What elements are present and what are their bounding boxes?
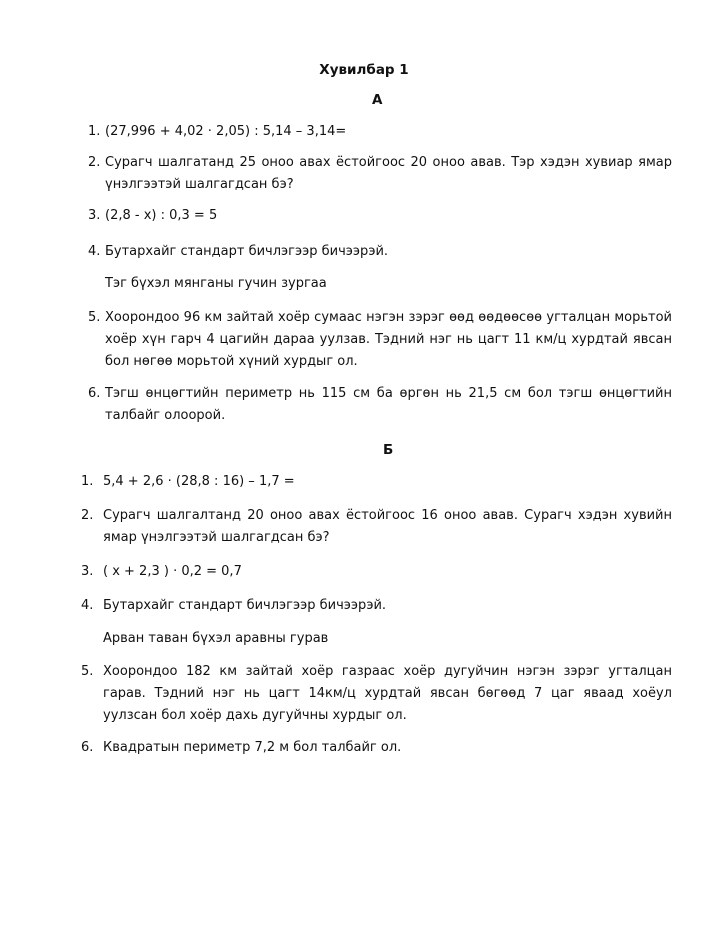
item-number: 5. — [81, 664, 94, 679]
section-b-item-5 — [81, 661, 672, 727]
section-a-heading: А — [372, 92, 383, 108]
section-a-item-6 — [88, 383, 672, 427]
item-text: (27,996 + 4,02 · 2,05) : 5,14 – 3,14= — [105, 124, 347, 139]
item-text: Арван таван бүхэл аравны гурав — [103, 631, 329, 646]
section-b-heading: Б — [383, 442, 394, 458]
section-a-item-4 — [88, 241, 672, 263]
section-b-item-4-fraction — [103, 628, 672, 650]
item-text: Хоорондоо 182 км зайтай хоёр газраас хоёр дугуйчин нэгэн зэрэг угталцан гарав. Тэдний нэг нь цагт 14км/ц хурдтай явсан бөгөөд 7 цаг яваад хоёул уулзсан бол хоёр дахь дугуйчны хурдыг ол. — [103, 664, 672, 723]
item-text: Бутархайг стандарт бичлэгээр бичээрэй. — [105, 244, 389, 259]
item-number: 1. — [81, 474, 94, 489]
item-number: 3. — [81, 564, 94, 579]
item-text: 5,4 + 2,6 · (28,8 : 16) – 1,7 = — [103, 474, 295, 489]
item-text: Квадратын периметр 7,2 м бол талбайг ол. — [103, 740, 402, 755]
section-a-item-3 — [88, 205, 672, 227]
item-number: 2. — [88, 155, 101, 170]
item-number: 4. — [88, 244, 101, 259]
item-number: 1. — [88, 124, 101, 139]
section-a-item-4-fraction — [105, 273, 672, 295]
item-number: 6. — [88, 386, 101, 401]
section-b-item-1 — [81, 471, 672, 493]
section-b-item-2 — [81, 505, 672, 549]
item-text: Тэг бүхэл мянганы гучин зургаа — [105, 276, 327, 291]
item-number: 6. — [81, 740, 94, 755]
section-a-item-1 — [88, 121, 672, 143]
item-number: 2. — [81, 508, 94, 523]
item-text: (2,8 - х) : 0,3 = 5 — [105, 208, 218, 223]
section-b-item-3 — [81, 561, 672, 583]
item-text: Сурагч шалгатанд 25 оноо авах ёстойгоос 20 оноо авав. Тэр хэдэн хувиар ямар үнэлгээтэй шалгагдсан бэ? — [105, 155, 672, 192]
item-number: 4. — [81, 598, 94, 613]
item-text: ( х + 2,3 ) · 0,2 = 0,7 — [103, 564, 242, 579]
section-a-item-2 — [88, 152, 672, 196]
section-b-item-4 — [81, 595, 672, 617]
item-number: 3. — [88, 208, 101, 223]
document-title: Хувилбар 1 — [319, 62, 409, 78]
item-text: Тэгш өнцөгтийн периметр нь 115 см ба өргөн нь 21,5 см бол тэгш өнцөгтийн талбайг олоорой. — [105, 386, 672, 423]
section-b-item-6 — [81, 737, 672, 759]
item-text: Сурагч шалгалтанд 20 оноо авах ёстойгоос 16 оноо авав. Сурагч хэдэн хувийн ямар үнэлгээтэй шалгагдсан бэ? — [103, 508, 672, 545]
item-text: Бутархайг стандарт бичлэгээр бичээрэй. — [103, 598, 387, 613]
section-a-item-5 — [88, 307, 672, 373]
item-number: 5. — [88, 310, 101, 325]
item-text: Хоорондоо 96 км зайтай хоёр сумаас нэгэн зэрэг өөд өөдөөсөө угталцан морьтой хоёр хүн гарч 4 цагийн дараа уулзав. Тэдний нэг нь цагт 11 км/ц хурдтай явсан бол нөгөө морьтой хүний хурдыг ол. — [105, 310, 672, 369]
